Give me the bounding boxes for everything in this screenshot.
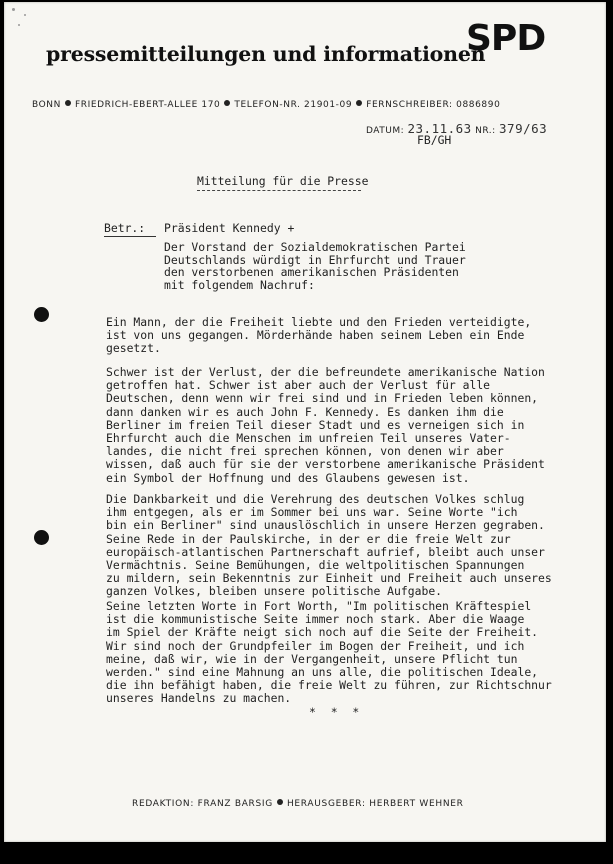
date-value: 23.11.63: [407, 121, 472, 136]
bullet-icon: [356, 100, 362, 106]
scan-speck: [12, 8, 15, 11]
punch-hole-icon: [34, 530, 49, 545]
scan-speck: [24, 14, 26, 16]
release-heading: Mitteilung für die Presse: [197, 174, 369, 188]
intro-text: Der Vorstand der Sozialdemokratischen Partei Deutschlands würdigt in Ehrfurcht und Trauer den verstorbenen amerikanischen Präsidenten mit folgendem Nachruf:: [164, 240, 466, 292]
number-label: NR.:: [475, 126, 496, 136]
subject-label-underline: [104, 236, 156, 237]
address-line: [32, 100, 594, 110]
date-label: DATUM:: [366, 126, 405, 136]
bullet-icon: [277, 799, 283, 805]
subject-label: Betr.:: [104, 221, 146, 235]
paragraph-1: Ein Mann, der die Freiheit liebte und den Frieden verteidigte, ist von uns gegangen. Mörderhände haben seinem Leben ein Ende gesetzt.: [106, 315, 532, 356]
paragraph-2: Schwer ist der Verlust, der die befreundete amerikanische Nation getroffen hat. Schwer ist aber auch der Verlust für alle Deutschen, denn wenn wir frei sind und in Frieden leben können, dann danken wir es auch John F. Kennedy. Es danken ihm die Berliner im freien Teil dieser Stadt und es verneigen sich in Ehrfurcht auch die Menschen im unfreien Teil unseres Vater- landes, die nicht frei sprechen können, von denen wir aber wissen, daß auch für sie der verstorbene amerikanische Präsident ein Symbol der Hoffnung und des Glaubens gewesen ist.: [106, 365, 545, 485]
closing-stars: * * *: [309, 705, 364, 719]
press-release-page: [4, 2, 606, 842]
spd-logo: SPD: [466, 18, 546, 59]
address-telex: FERNSCHREIBER: 0886890: [366, 100, 501, 110]
address-city: BONN: [32, 100, 61, 110]
punch-hole-icon: [34, 307, 49, 322]
address-phone: TELEFON-NR. 21901-09: [234, 100, 353, 110]
number-value: 379/63: [499, 121, 548, 136]
paragraph-3: Die Dankbarkeit und die Verehrung des deutschen Volkes schlug ihm entgegen, als er im Sommer bei uns war. Seine Worte "ich bin ein Berliner" sind unauslöschlich in unsere Herzen gegraben. Seine Rede in der Paulskirche, in der er die freie Welt zur europäisch-atlantischen Partnerschaft aufrief, bleibt auch unser Vermächtnis. Seine Bemühungen, die weltpolitischen Spannungen zu mildern, sein Bekenntnis zur Einheit und Freiheit auch unseres ganzen Volkes, bleiben unsere politische Aufgabe.: [106, 492, 552, 599]
reference-code: FB/GH: [417, 133, 452, 147]
footer-credits: [132, 799, 464, 809]
masthead-title: pressemitteilungen und informationen: [46, 42, 486, 66]
subject-text: Präsident Kennedy +: [164, 221, 295, 235]
footer-publisher: HERAUSGEBER: HERBERT WEHNER: [286, 799, 464, 809]
address-street: FRIEDRICH-EBERT-ALLEE 170: [74, 100, 221, 110]
bullet-icon: [65, 100, 71, 106]
scan-speck: [18, 24, 20, 26]
footer-editor: REDAKTION: FRANZ BARSIG: [132, 799, 273, 809]
date-number-line: [366, 121, 547, 136]
paragraph-4: Seine letzten Worte in Fort Worth, "Im politischen Kräftespiel ist die kommunistische Seite immer noch stark. Aber die Waage im Spiel der Kräfte neigt sich noch auf die Seite der Freiheit. Wir sind noch der Grundpfeiler im Bogen der Freiheit, und ich meine, daß wir, wie in der Vergangenheit, unsere Pflicht tun werden." sind eine Mahnung an uns alle, die politischen Ideale, die ihn befähigt haben, die freie Welt zu führen, zur Richtschnur unseres Handelns zu machen.: [106, 599, 552, 706]
bullet-icon: [224, 100, 230, 106]
heading-underline: [197, 190, 361, 191]
